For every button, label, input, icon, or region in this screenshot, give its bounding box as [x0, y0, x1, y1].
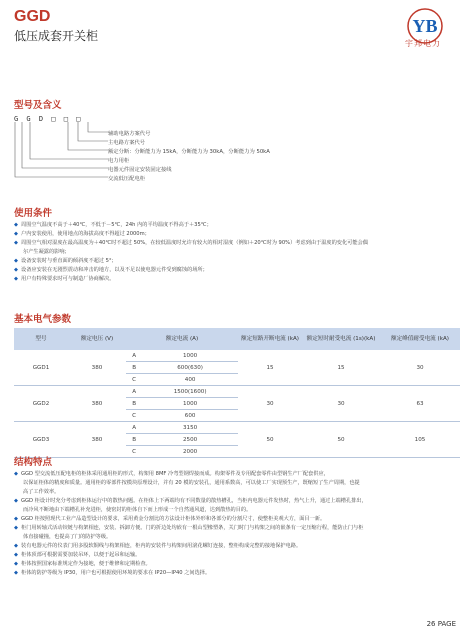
cell-voltage: 380	[68, 386, 126, 422]
cell-grade: B	[126, 362, 142, 374]
cell-breaking: 30	[238, 386, 302, 422]
condition-item-cont: 尔产生凝露的影响；	[23, 249, 70, 255]
params-table	[14, 328, 460, 458]
cell-current: 1000	[142, 350, 238, 362]
cell-peak: 30	[380, 350, 460, 386]
cell-grade: A	[126, 422, 142, 434]
condition-item: ◆ 用户有特殊要求时可与制造厂协商解决。	[14, 276, 115, 282]
cell-model: GGD3	[14, 422, 68, 458]
feature-item-cont: 高了工作效率。	[23, 489, 60, 495]
conditions-list	[14, 221, 454, 284]
cell-short: 15	[302, 350, 380, 386]
cell-breaking: 50	[238, 422, 302, 458]
product-code: GGD	[14, 8, 51, 25]
cell-current: 1500(1600)	[142, 386, 238, 398]
feature-item: ◆ GGD 柜按照现代工业产品造型设计的要求，采用黄金分割比的方法设计柜体外形和各部分的分割尺寸，使整柜美观大方，面目一新。	[14, 516, 326, 522]
cell-current: 2000	[142, 446, 238, 458]
logo-text: 宇邦电力	[405, 39, 441, 48]
feature-item: ◆ 柜体顶部可根据需要加装吊环，以便于起吊和运输。	[14, 552, 141, 558]
feature-item: ◆ GGD 柜设计时充分考虑到柜体运行中的散热问题。在柜体上下两端均有不同数量的散热槽孔，当柜内电器元件发热时，热气上升，通过上端槽孔排出，	[14, 498, 367, 504]
model-line-4: 电力用柜	[108, 158, 130, 164]
cell-current: 3150	[142, 422, 238, 434]
feature-item-cont: 而冷风不断地由下端槽孔补充进柜，使密封的柜体自下而上形成一个自然通风道，达到散热的目的。	[23, 507, 252, 513]
cell-voltage: 380	[68, 422, 126, 458]
model-title: 型号及含义	[14, 100, 62, 111]
cell-grade: B	[126, 398, 142, 410]
feature-item-cont: 以保证柜体的精度和质量。通用柜的零部件按模块原理设计，并有 20 模的安装孔，通用系数高，可以使工厂实现预生产，既缩短了生产周期，也提	[23, 480, 360, 486]
condition-item: ◆ 户内安装使用，使用地点的海拔高度不得超过 2000m；	[14, 231, 150, 237]
th-short-time: 额定短时耐受电流 (1s)(kA)	[302, 328, 380, 350]
features-list	[14, 470, 454, 578]
cell-grade: C	[126, 446, 142, 458]
product-name: 低压成套开关柜	[14, 29, 99, 43]
condition-item: ◆ 周围空气温度不高于＋40℃，不低于－5℃，24h 内的平均温度不得高于＋35℃；	[14, 222, 212, 228]
table-row	[14, 422, 460, 434]
cell-current: 600	[142, 410, 238, 422]
model-line-6: 交流低压配电柜	[108, 176, 146, 182]
condition-item: ◆ 设备安装时与垂直面的倾斜度不超过 5°；	[14, 258, 117, 264]
th-model: 型号	[14, 328, 68, 350]
model-line-2: 主电路方案代号	[108, 140, 146, 146]
params-title: 基本电气参数	[14, 314, 72, 325]
cell-peak: 105	[380, 422, 460, 458]
cell-short: 50	[302, 422, 380, 458]
feature-item-cont: 体直接碰撞，也提高了门的防护等级。	[23, 534, 112, 540]
model-line-5: 电器元件固定安装固定接线	[108, 167, 172, 173]
cell-current: 600(630)	[142, 362, 238, 374]
cell-breaking: 15	[238, 350, 302, 386]
cell-grade: B	[126, 434, 142, 446]
cell-grade: A	[126, 350, 142, 362]
model-line-1: 辅助电路方案代号	[108, 131, 151, 137]
cell-current: 400	[142, 374, 238, 386]
feature-item: ◆ 柜门用转轴式活动铰链与构架相连，安装、拆卸方便。门的折边处均嵌有一根山型橡塑条，关门时门与构架之间的嵌条有一定压缩行程，能防止门与柜	[14, 525, 364, 531]
cell-model: GGD2	[14, 386, 68, 422]
th-voltage: 额定电压 (V)	[68, 328, 126, 350]
th-current: 额定电流 (A)	[126, 328, 238, 350]
model-code: G G D □ □ □	[14, 115, 83, 123]
feature-item: ◆ GGD 型交流低压配电柜的柜体采用通用柜的形式，构架用 8MF 冷弯型钢焊接而成。构架零件及专用配套零件由型钢生产厂配套供应，	[14, 471, 329, 477]
cell-peak: 63	[380, 386, 460, 422]
features-title: 结构特点	[14, 457, 53, 468]
th-peak: 额定峰值耐受电流 (kA)	[380, 328, 460, 350]
cell-current: 2500	[142, 434, 238, 446]
condition-item: ◆ 设备应安装在无剧烈震动和冲击的地方，以及不足以使电器元件受到腐蚀的场所；	[14, 267, 208, 273]
cell-grade: C	[126, 374, 142, 386]
feature-item: ◆ 装有电器元件的仪表门用多股软铜线与构架相连，柜内的安装件与构架间用滚花螺钉连接，整柜构成完整的接地保护电路。	[14, 543, 302, 549]
feature-item: ◆ 柜体按照国家标准规定作为接地，便于维修和定期检查。	[14, 561, 151, 567]
cell-voltage: 380	[68, 350, 126, 386]
page-number: 26 PAGE	[426, 620, 456, 628]
cell-grade: C	[126, 410, 142, 422]
model-bracket-lines	[14, 122, 110, 192]
condition-item: ◆ 周围空气相对湿度在最高温度为＋40℃时不超过 50%，在较低温度时允许有较大的相对湿度（例如＋20℃时为 90%）考虑到由于温度的变化可能会偶	[14, 240, 368, 246]
model-line-3: 额定分断：分断能力为 15kA，分断能力为 30kA，分断能力为 50kA	[108, 149, 270, 155]
th-breaking: 额定短路开断电流 (kA)	[238, 328, 302, 350]
cell-model: GGD1	[14, 350, 68, 386]
cell-grade: A	[126, 386, 142, 398]
feature-item: ◆ 柜体的防护等级为 IP30，用户也可根据使用环境的要求在 IP20—IP40 之间选择。	[14, 570, 211, 576]
cell-current: 1000	[142, 398, 238, 410]
cell-short: 30	[302, 386, 380, 422]
table-row	[14, 386, 460, 398]
table-row	[14, 350, 460, 362]
logo-letters: YB	[412, 16, 438, 36]
conditions-title: 使用条件	[14, 208, 53, 219]
